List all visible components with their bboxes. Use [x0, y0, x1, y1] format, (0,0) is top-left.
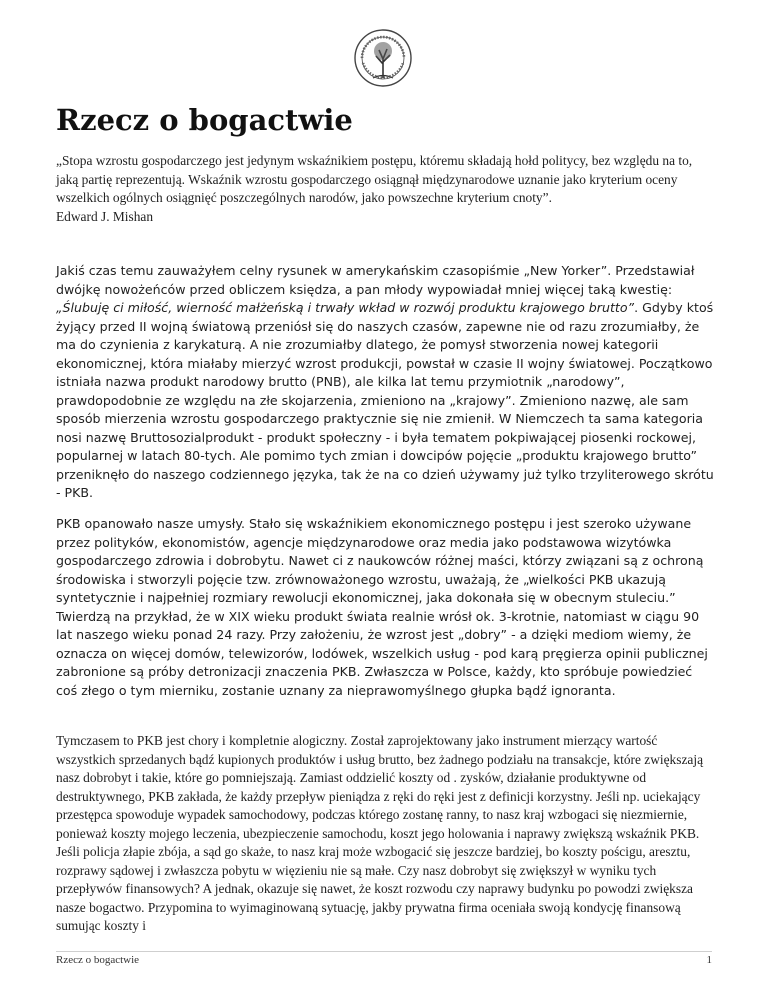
paragraph-1 — [56, 262, 716, 503]
page-number: 1 — [706, 954, 712, 966]
epigraph-quote: „Stopa wzrostu gospodarczego jest jedynym wskaźnikiem postępu, któremu składają hołd politycy, bez względu na to, jaką partię reprezentują. Wskaźnik wzrostu gospodarczego osiągnął międzynarodowe uznanie jako kryterium oceny wszelkich ogólnych osiągnięć poszczególnych narodów, jako powszechne kryterium cnoty”. — [56, 153, 693, 205]
footer-title: Rzecz o bogactwie — [56, 954, 140, 966]
paragraph-2: PKB opanowało nasze umysły. Stało się wskaźnikiem ekonomicznego postępu i jest szeroko używane przez polityków, ekonomistów, agencje międzynarodowe oraz media jako podstawowa wizytówka gospodarczego zdrowia i dobrobytu. Nawet ci z naukowców różnej maści, którzy związani są z ochroną środowiska i stworzyli pojęcie tzw. zrównoważonego wzrostu, uważają, że „wielkości PKB ukazują syntetycznie i najpełniej rozmiary rewolucji ekonomicznej, jaka dokonała się w obecnym stuleciu.” Twierdzą na przykład, że w XIX wieku produkt świata realnie wrósł ok. 3-krotnie, natomiast w ciągu 90 lat naszego wieku ponad 24 razy. Przy założeniu, że wzrost jest „dobry” - a dzięki mediom wiemy, że oznacza on więcej domów, telewizorów, lodówek, wszelkich usług - pod karą pręgierza opinii publicznej zabronione są próby detronizacji znaczenia PKB. Zwłaszcza w Polsce, każdy, kto spróbuje powiedzieć coś złego o tym mierniku, zostanie uznany za nieprawomyślnego głupka bądź ignoranta. — [56, 516, 708, 698]
epigraph-author: Edward J. Mishan — [56, 208, 154, 224]
paragraph-3: Tymczasem to PKB jest chory i kompletnie alogiczny. Został zaprojektowany jako instrument mierzący wartość wszystkich sprzedanych bądź kupionych produktów i usług brutto, bez żadnego podziału na transakcje, które zwiększają nasz dobrobyt i takie, które go pomniejszają. Zamiast oddzielić koszty od . zysków, działanie produktywne od destruktywnego, PKB zakłada, że każdy przepływ pieniądza z ręki do ręki jest z definicji korzystny. Jeśli np. uciekający przestępca spowoduje wypadek samochodowy, podczas którego zostanę ranny, to nasz kraj wzbogaci się niezmiernie, ponieważ koszty mojego leczenia, ubezpieczenie samochodu, koszt jego holowania i naprawy zwiększą wskaźnik PKB. Jeśli policja złapie zbója, a sąd go skaże, to nasz kraj może wzbogacić się jeszcze bardziej, bo koszty pościgu, aresztu, rozprawy sądowej i zwłaszcza pobytu w więzieniu nie są małe. Czy nasz dobrobyt się zwiększył w wyniku tych przepływów finansowych? A jednak, okazuje się nawet, że koszt rozwodu czy naprawy budynku po powodzi zwiększa nasze bogactwo. Przypomina to wyimaginowaną sytuację, jakby prywatna firma oceniała swoją kondycję finansową sumując koszty i — [56, 733, 704, 933]
page-title: Rzecz o bogactwie — [56, 103, 353, 137]
footer-divider — [56, 951, 712, 952]
epigraph — [56, 152, 716, 226]
tree-seal-icon — [353, 28, 413, 88]
paragraph-1-italic: „Ślubuję ci miłość, wierność małżeńską i trwały wkład w rozwój produktu krajowego brutto” — [56, 300, 635, 315]
paragraph-1-start: Jakiś czas temu zauważyłem celny rysunek w amerykańskim czasopiśmie „New Yorker”. Przedstawiał dwójkę nowożeńców przed obliczem księdza, a pan młody wypowiadał mniej więcej taką kwestię: — [56, 263, 695, 297]
paragraph-1-end: . Gdyby ktoś żyjący przed II wojną światową przeniósł się do naszych czasów, zapewne nie od razu zrozumiałby, że ma do czynienia z karykaturą. A nie zrozumiałby dlatego, że pomysł stworzenia nowej kategorii ekonomicznej, która miałaby mierzyć wzrost produkcji, powstał w czasie II wojny światowej. Początkowo istniała nazwa produkt narodowy brutto (PNB), ale kilka lat temu przymiotnik „narodowy”, prawdopodobnie ze względu na złe skojarzenia, zmieniono na „krajowy”. Zmieniono nazwę, ale sam sposób mierzenia wzrostu gospodarczego praktycznie się nie zmienił. W Niemczech ta sama kategoria nosi nazwę Bruttosozialprodukt - produkt społeczny - i była tematem pokpiwającej piosenki rockowej, popularnej w latach 80-tych. Ale pomimo tych zmian i dowcipów pojęcie „produktu krajowego brutto” przeniknęło do naszego codziennego języka, tak że na co dzień używamy już tylko trzyliterowego skrótu - PKB. — [56, 300, 714, 500]
